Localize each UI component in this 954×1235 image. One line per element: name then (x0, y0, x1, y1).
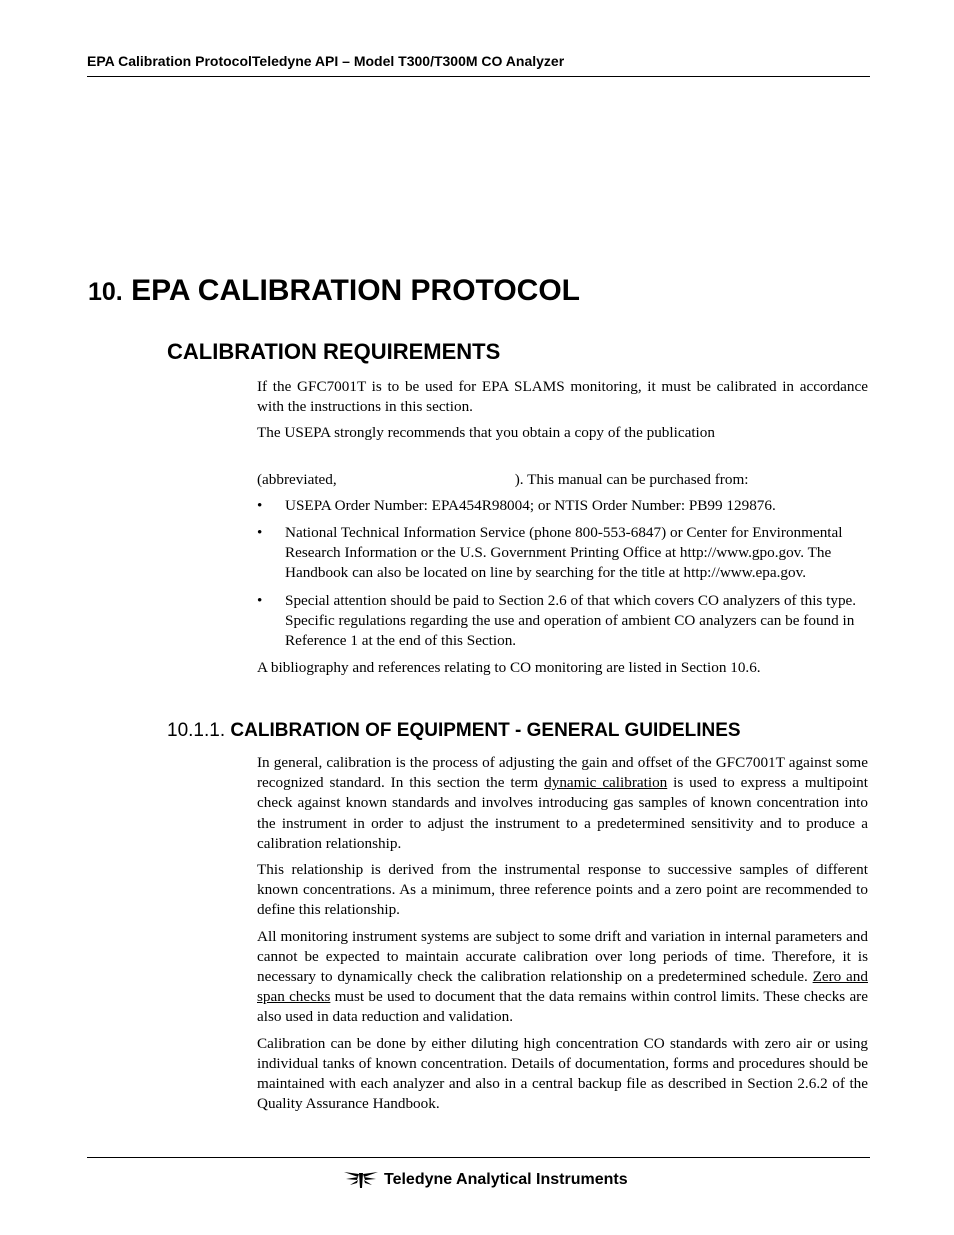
header-text: EPA Calibration ProtocolTeledyne API – Model T300/T300M CO Analyzer (87, 53, 565, 69)
subsection-body (257, 753, 868, 1120)
section-paragraph-3: A bibliography and references relating to CO monitoring are listed in Section 10.6. (257, 659, 761, 677)
section-paragraph-2 (257, 423, 868, 443)
list-item (257, 591, 868, 652)
p1-part1: In general, calibration is the process of adjusting the gain and offset of the GFC7001T against some recognized standard. In this section the term (257, 754, 868, 792)
subsection-number: 10.1.1. (167, 720, 226, 741)
p3-part2: must be used to document that the data remains within control limits. These checks are also used in data reduction and validation. (257, 988, 868, 1026)
page-footer (344, 1169, 628, 1191)
list-item-text: USEPA Order Number: EPA454R98004; or NTIS Order Number: PB99 129876. (285, 496, 776, 514)
bullet-icon: • (257, 524, 263, 542)
footer-text: Teledyne Analytical Instruments (384, 1171, 628, 1188)
subsection-title-text: CALIBRATION OF EQUIPMENT - GENERAL GUIDELINES (230, 720, 741, 741)
subsection-paragraph-1 (257, 753, 868, 854)
teledyne-logo-icon (344, 1169, 378, 1189)
page-header (87, 52, 870, 77)
order-info-list (257, 496, 868, 651)
abbreviation-end: ). This manual can be purchased from: (514, 470, 749, 488)
list-item (257, 523, 868, 584)
zero-span-checks-term: Zero and span checks (257, 968, 868, 1006)
publication-title-gap (257, 450, 868, 470)
abbreviation-start: (abbreviated, (257, 470, 337, 488)
subsection-paragraph-3 (257, 927, 868, 1028)
p3-part1: All monitoring instrument systems are subject to some drift and variation in internal parameters and cannot be expected to maintain accurate calibration over long periods of time. Therefore, it is necessary to dynamically check the calibration relationship on a predetermined schedule. (257, 927, 868, 986)
section-paragraph-1: If the GFC7001T is to be used for EPA SLAMS monitoring, it must be calibrated in accordance with the instructions in this section. (257, 378, 868, 416)
subsection-paragraph-2: This relationship is derived from the instrumental response to successive samples of different known concentrations. As a minimum, three reference points and a zero point are recommended to define this relationship. (257, 861, 868, 919)
p1-part2: is used to express a multipoint check against known standards and involves introducing gas samples of known concentration into the instrument in order to adjust the instrument to a predetermined sensitivity and to produce a calibration relationship. (257, 774, 868, 852)
subsection-paragraph-4: Calibration can be done by either diluting high concentration CO standards with zero air or using individual tanks of known concentration. Details of documentation, forms and procedures should be maintained with each analyzer and also in a central backup file as described in Section 2.6.2 of the Quality Assurance Handbook. (257, 1034, 868, 1113)
subsection-title (167, 719, 741, 743)
chapter-number: 10. (88, 278, 123, 306)
section-paragraph-2-text: The USEPA strongly recommends that you obtain a copy of the publication (257, 424, 715, 442)
list-item-text: Special attention should be paid to Section 2.6 of that which covers CO analyzers of this type. Specific regulations regarding the use and operation of ambient CO analyzers can be found in Reference 1 at the end of this Section. (285, 591, 857, 650)
abbreviation-line (257, 470, 868, 490)
bullet-icon: • (257, 496, 263, 514)
bullet-icon: • (257, 591, 263, 609)
section-body (257, 377, 868, 684)
footer-divider (87, 1157, 870, 1158)
chapter-title-text: EPA CALIBRATION PROTOCOL (131, 274, 580, 307)
dynamic-calibration-term: dynamic calibration (544, 774, 668, 792)
section-title: CALIBRATION REQUIREMENTS (167, 339, 501, 364)
chapter-title (88, 272, 580, 311)
list-item (257, 496, 868, 516)
list-item-text: National Technical Information Service (phone 800-553-6847) or Center for Environmental Research Information or the U.S. Government Printing Office at http://www.gpo.gov. The Handbook can also be located on line by searching for the title at http://www.epa.gov. (285, 524, 843, 582)
